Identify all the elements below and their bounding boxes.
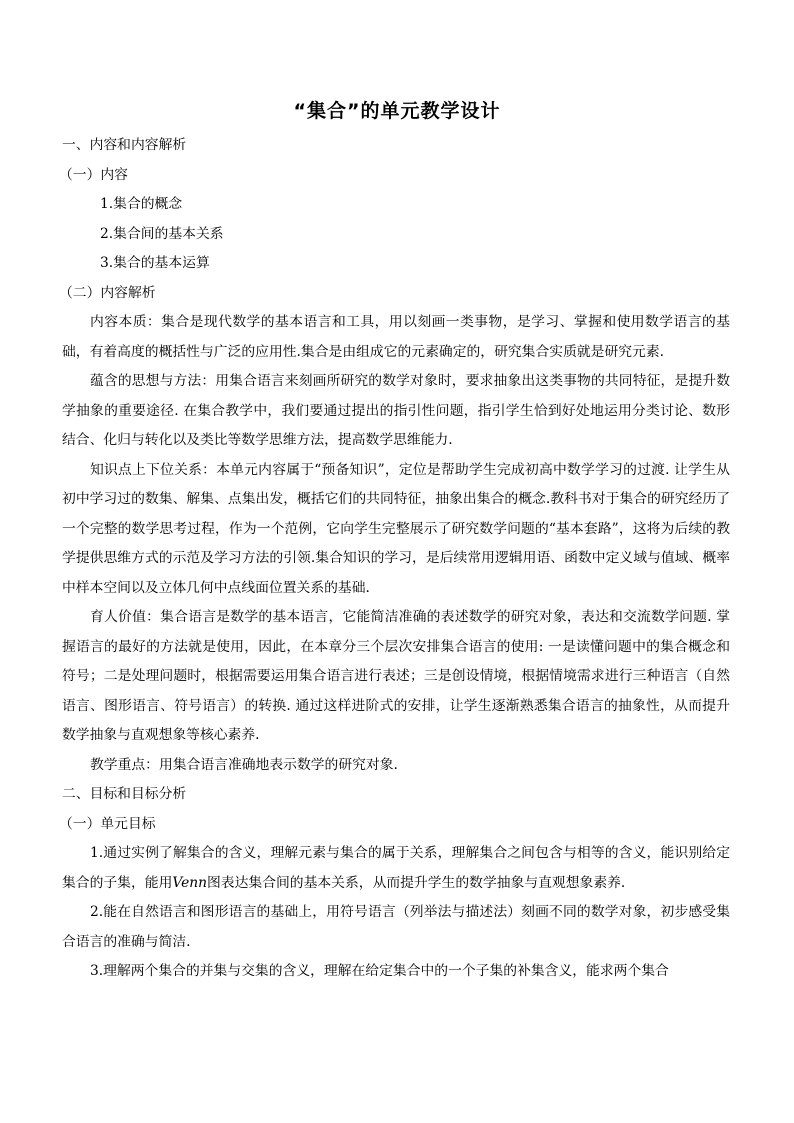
- document-title: “集合”的单元教学设计: [293, 100, 501, 122]
- content-item-2: 2.集合间的基本关系: [100, 225, 224, 242]
- section-heading-1: 一、内容和内容解析: [62, 137, 187, 153]
- goal-paragraph-1: [62, 839, 730, 898]
- subsection-heading-unit-goals: （一）单元目标: [59, 815, 156, 832]
- content-item-3: 3.集合的基本运算: [100, 255, 210, 271]
- goal-paragraph-3: 3.理解两个集合的并集与交集的含义，理解在给定集合中的一个子集的补集含义，能求两个集合: [90, 963, 669, 979]
- paragraph-knowledge-relations: 知识点上下位关系：本单元内容属于“预备知识”，定位是帮助学生完成初高中数学学习的过渡. 让学生从初中学习过的数集、解集、点集出发，概括它们的共同特征，抽象出集合的概念.教科书对于集合的研究经历了一个完整的数学思考过程，作为一个范例，它向学生完整展示了研究数学问题的“基本套路”，这将为后续的教学提供思维方式的示范及学习方法的引领.集合知识的学习，是后续常用逻辑用语、函数中定义域与值域、概率中样本空间以及立体几何中点线面位置关系的基础.: [62, 461, 730, 596]
- paragraph-essence: 内容本质：集合是现代数学的基本语言和工具，用以刻画一类事物，是学习、掌握和使用数学语言的基础，有着高度的概括性与广泛的应用性.集合是由组成它的元素确定的，研究集合实质就是研究元素.: [62, 314, 730, 360]
- subsection-heading-analysis: （二）内容解析: [59, 284, 156, 301]
- section-heading-2: 二、目标和目标分析: [62, 786, 187, 802]
- goal-1-text-a: 1.通过实例了解集合的含义，理解元素与集合的属于关系，理解集合之间包含与相等的含义，能识别给定集合的子集，能用: [62, 845, 730, 891]
- goal-1-text-b: 图表达集合间的基本关系，从而提升学生的数学抽象与直观想象素养.: [207, 874, 626, 891]
- goal-1-venn: Venn: [172, 874, 208, 891]
- paragraph-educational-value: 育人价值：集合语言是数学的基本语言，它能简洁准确的表述数学的研究对象，表达和交流数学问题. 掌握语言的最好的方法就是使用，因此，在本章分三个层次安排集合语言的使用: 一是读懂问题中的集合概念和符号；二是处理问题时，根据需要运用集合语言进行表述；三是创设情境，根据情境需求进行三种语言（自然语言、图形语言、符号语言）的转换. 通过这样进阶式的安排，让学生逐渐熟悉集合语言的抽象性，从而提升数学抽象与直观想象等核心素养.: [62, 609, 730, 743]
- paragraph-teaching-focus: 教学重点：用集合语言准确地表示数学的研究对象.: [90, 756, 398, 773]
- subsection-heading-content: （一）内容: [59, 166, 128, 183]
- paragraph-methods: 蕴含的思想与方法：用集合语言来刻画所研究的数学对象时，要求抽象出这类事物的共同特征，是提升数学抽象的重要途径. 在集合教学中，我们要通过提出的指引性问题，指引学生恰到好处地运用分类讨论、数形结合、化归与转化以及类比等数学思维方法，提高数学思维能力.: [62, 373, 730, 448]
- content-item-1: 1.集合的概念: [100, 196, 183, 212]
- document-body: [59, 131, 730, 987]
- goal-paragraph-2: 2.能在自然语言和图形语言的基础上，用符号语言（列举法与描述法）刻画不同的数学对象，初步感受集合语言的准确与简洁.: [62, 904, 730, 950]
